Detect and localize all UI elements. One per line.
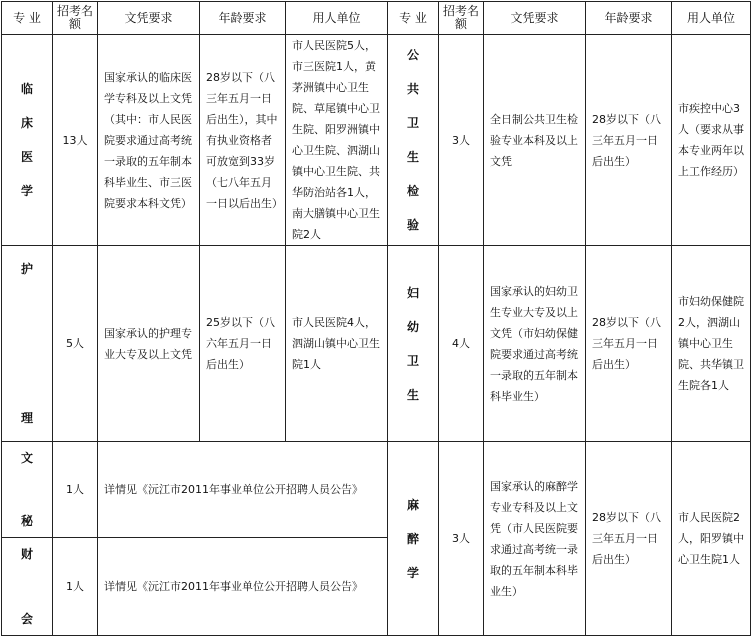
major-secretary: 文 秘 <box>2 442 53 538</box>
table-row <box>2 442 751 538</box>
quota-accounting: 1人 <box>53 538 98 636</box>
table-row <box>2 35 751 246</box>
major-maternal-child-health: 妇 幼 卫 生 <box>388 246 439 442</box>
quota-nursing: 5人 <box>53 246 98 442</box>
age-anesthesiology: 28岁以下（八三年五月一日后出生） <box>586 442 672 636</box>
header-quota-right: 招考名额 <box>439 2 484 35</box>
education-maternal-child-health: 国家承认的妇幼卫生专业大专及以上文凭（市妇幼保健院要求通过高考统一录取的五年制本科毕业生） <box>484 246 586 442</box>
quota-public-health-inspection: 3人 <box>439 35 484 246</box>
major-accounting: 财 会 <box>2 538 53 636</box>
header-age-right: 年龄要求 <box>586 2 672 35</box>
major-nursing: 护 理 <box>2 246 53 442</box>
note-secretary: 详情见《沅江市2011年事业单位公开招聘人员公告》 <box>98 442 388 538</box>
header-employer-left: 用人单位 <box>286 2 388 35</box>
header-quota-left: 招考名额 <box>53 2 98 35</box>
recruitment-table <box>1 1 751 636</box>
age-public-health-inspection: 28岁以下（八三年五月一日后出生） <box>586 35 672 246</box>
header-major-left: 专 业 <box>2 2 53 35</box>
quota-secretary: 1人 <box>53 442 98 538</box>
header-major-right: 专 业 <box>388 2 439 35</box>
major-public-health-inspection: 公 共 卫 生 检 验 <box>388 35 439 246</box>
header-education-left: 文凭要求 <box>98 2 200 35</box>
age-clinical-medicine: 28岁以下（八三年五月一日后出生），其中有执业资格者可放宽到33岁（七八年五月一日以后出生） <box>200 35 286 246</box>
note-accounting: 详情见《沅江市2011年事业单位公开招聘人员公告》 <box>98 538 388 636</box>
age-nursing: 25岁以下（八六年五月一日后出生） <box>200 246 286 442</box>
header-employer-right: 用人单位 <box>672 2 751 35</box>
education-nursing: 国家承认的护理专业大专及以上文凭 <box>98 246 200 442</box>
employer-nursing: 市人民医院4人，泗湖山镇中心卫生院1人 <box>286 246 388 442</box>
header-age-left: 年龄要求 <box>200 2 286 35</box>
education-anesthesiology: 国家承认的麻醉学专业专科及以上文凭（市人民医院要求通过高考统一录取的五年制本科毕业生） <box>484 442 586 636</box>
header-row <box>2 2 751 35</box>
education-public-health-inspection: 全日制公共卫生检验专业本科及以上文凭 <box>484 35 586 246</box>
employer-maternal-child-health: 市妇幼保健院2人，泗湖山镇中心卫生院、共华镇卫生院各1人 <box>672 246 751 442</box>
table-row <box>2 246 751 442</box>
employer-clinical-medicine: 市人民医院5人，市三医院1人，黄茅洲镇中心卫生院、草尾镇中心卫生院、阳罗洲镇中心卫生院、泗湖山镇中心卫生院、共华防治站各1人，南大膳镇中心卫生院2人 <box>286 35 388 246</box>
quota-clinical-medicine: 13人 <box>53 35 98 246</box>
education-clinical-medicine: 国家承认的临床医学专科及以上文凭（其中：市人民医院要求通过高考统一录取的五年制本科毕业生、市三医院要求本科文凭） <box>98 35 200 246</box>
major-anesthesiology: 麻 醉 学 <box>388 442 439 636</box>
major-clinical-medicine: 临 床 医 学 <box>2 35 53 246</box>
employer-public-health-inspection: 市疾控中心3人（要求从事本专业两年以上工作经历） <box>672 35 751 246</box>
age-maternal-child-health: 28岁以下（八三年五月一日后出生） <box>586 246 672 442</box>
employer-anesthesiology: 市人民医院2人，阳罗镇中心卫生院1人 <box>672 442 751 636</box>
header-education-right: 文凭要求 <box>484 2 586 35</box>
quota-maternal-child-health: 4人 <box>439 246 484 442</box>
quota-anesthesiology: 3人 <box>439 442 484 636</box>
